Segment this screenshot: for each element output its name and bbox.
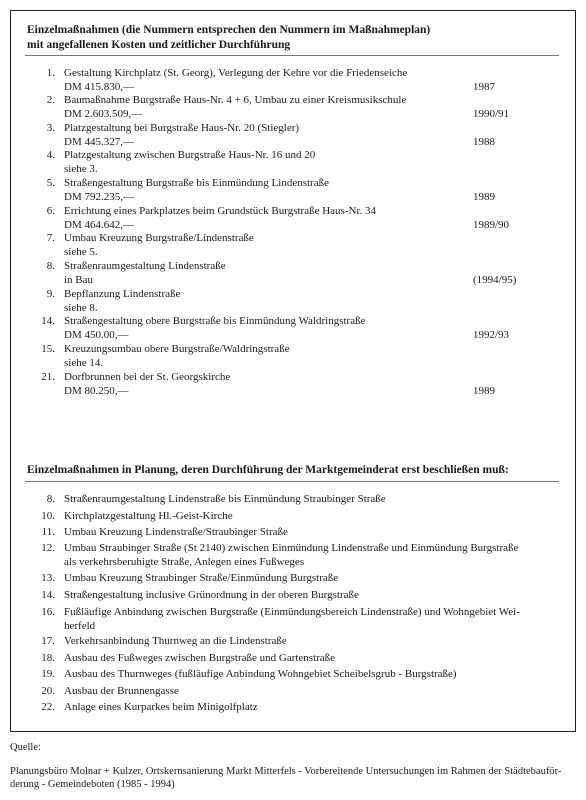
- item-number: 7.: [46, 232, 55, 244]
- item-number: 9.: [46, 288, 55, 300]
- source-citation: [10, 765, 580, 791]
- source-label: Quelle:: [10, 742, 41, 753]
- item-description: [64, 685, 554, 699]
- item-description: [64, 701, 554, 715]
- list-item: [11, 371, 571, 399]
- item-title: Kreuzungsumbau obere Burgstraße/Waldringstraße: [64, 343, 290, 355]
- item-description: [64, 288, 464, 315]
- item-title: Gestaltung Kirchplatz (St. Georg), Verlegung der Kehre vor die Friedenseiche: [64, 67, 408, 79]
- item-number: 14.: [41, 589, 55, 601]
- item-description: [64, 232, 464, 259]
- item-detail: in Bau: [64, 273, 94, 286]
- item-description: [64, 343, 464, 370]
- item-number: 6.: [46, 205, 55, 217]
- item-description: [64, 526, 554, 540]
- section1-heading-line2: mit angefallenen Kosten und zeitlicher Durchführung: [27, 39, 291, 51]
- item-detail: DM 80.250,—: [64, 384, 129, 397]
- source-line1: Planungsbüro Molnar + Kulzer, Ortskernsanierung Markt Mitterfels - Vorbereitende Untersuchungen im Rahmen der Städtebauför-: [10, 766, 562, 777]
- item-description: [64, 122, 464, 149]
- item-title: Fußläufige Anbindung zwischen Burgstraße (Einmündungsbereich Lindenstraße) und Wohngebiet Wei-: [64, 606, 520, 618]
- item-title: Straßenraumgestaltung Lindenstraße bis Einmündung Straubinger Straße: [64, 493, 386, 505]
- item-title: Anlage eines Kurparkes beim Minigolfplatz: [64, 701, 258, 713]
- section2-heading: Einzelmaßnahmen in Planung, deren Durchführung der Marktgemeinderat erst beschließen muß:: [27, 464, 509, 476]
- item-year: 1989/90: [473, 218, 510, 231]
- item-description: [64, 635, 554, 649]
- item-year: (1994/95): [473, 273, 517, 286]
- item-title: Baumaßnahme Burgstraße Haus-Nr. 4 + 6, Umbau zu einer Kreismusikschule: [64, 94, 407, 106]
- item-detail: als verkehrsberuhigte Straße, Anlegen eines Fußweges: [64, 555, 305, 568]
- list-item: [11, 149, 571, 177]
- item-detail: herfeld: [64, 619, 96, 632]
- document-frame: [10, 10, 576, 732]
- item-description: [64, 668, 554, 682]
- list-item: [11, 343, 571, 371]
- list-item: [11, 67, 571, 95]
- item-description: [64, 371, 464, 398]
- item-description: [64, 177, 464, 204]
- item-number: 13.: [41, 572, 55, 584]
- list-item: [11, 315, 571, 343]
- item-detail: siehe 8.: [64, 301, 98, 314]
- list-item: [11, 94, 571, 122]
- item-number: 8.: [46, 260, 55, 272]
- item-number: 3.: [46, 122, 55, 134]
- item-description: [64, 94, 464, 121]
- item-description: [64, 589, 554, 603]
- item-description: [64, 606, 554, 633]
- item-title: Ausbau des Thurnweges (fußläufige Anbindung Wohngebiet Scheibelsgrub - Burgstraße): [64, 668, 457, 680]
- item-description: [64, 67, 464, 94]
- list-item: [11, 177, 571, 205]
- list-item: [11, 205, 571, 233]
- item-number: 11.: [41, 526, 55, 538]
- item-number: 18.: [41, 652, 55, 664]
- item-title: Platzgestaltung bei Burgstraße Haus-Nr. 20 (Stiegler): [64, 122, 300, 134]
- item-number: 20.: [41, 685, 55, 697]
- item-title: Umbau Kreuzung Burgstraße/Lindenstraße: [64, 232, 254, 244]
- list-item: [11, 288, 571, 316]
- item-title: Umbau Straubinger Straße (St 2140) zwischen Einmündung Lindenstraße und Einmündung Burgstraße: [64, 542, 519, 554]
- item-year: 1990/91: [473, 107, 510, 120]
- item-detail: DM 792.235,—: [64, 190, 134, 203]
- item-description: [64, 315, 464, 342]
- item-detail: DM 445.327,—: [64, 135, 134, 148]
- item-year: 1992/93: [473, 328, 510, 341]
- item-year: 1988: [473, 135, 495, 148]
- item-number: 2.: [46, 94, 55, 106]
- item-title: Verkehrsanbindung Thurnweg an die Lindenstraße: [64, 635, 287, 647]
- item-title: Errichtung eines Parkplatzes beim Grundstück Burgstraße Haus-Nr. 34: [64, 205, 377, 217]
- item-description: [64, 493, 554, 507]
- item-year: 1989: [473, 384, 495, 397]
- item-number: 5.: [46, 177, 55, 189]
- item-title: Bepflanzung Lindenstraße: [64, 288, 181, 300]
- section1-divider: [25, 55, 559, 56]
- item-detail: DM 415.830,—: [64, 80, 134, 93]
- item-description: [64, 572, 554, 586]
- section2-divider: [25, 481, 559, 482]
- item-number: 4.: [46, 149, 55, 161]
- item-number: 16.: [41, 606, 55, 618]
- item-detail: DM 2.603.509,—: [64, 107, 143, 120]
- section1-heading: [27, 23, 547, 53]
- item-detail: siehe 5.: [64, 245, 98, 258]
- item-number: 12.: [41, 542, 55, 554]
- item-title: Straßengestaltung inclusive Grünordnung in der oberen Burgstraße: [64, 589, 359, 601]
- item-title: Umbau Kreuzung Straubinger Straße/Einmündung Burgstraße: [64, 572, 339, 584]
- item-number: 19.: [41, 668, 55, 680]
- item-number: 21.: [41, 371, 55, 383]
- item-number: 22.: [41, 701, 55, 713]
- item-year: 1989: [473, 190, 495, 203]
- item-number: 15.: [41, 343, 55, 355]
- item-year: 1987: [473, 80, 495, 93]
- item-description: [64, 510, 554, 524]
- item-description: [64, 542, 554, 569]
- item-number: 8.: [46, 493, 55, 505]
- item-title: Straßenraumgestaltung Lindenstraße: [64, 260, 226, 272]
- item-title: Ausbau der Brunnengasse: [64, 685, 179, 697]
- list-item: [11, 122, 571, 150]
- list-item: [11, 260, 571, 288]
- item-description: [64, 652, 554, 666]
- item-title: Dorfbrunnen bei der St. Georgskirche: [64, 371, 231, 383]
- source-line2: derung - Gemeindeboten (1985 - 1994): [10, 779, 175, 790]
- item-detail: siehe 3.: [64, 162, 98, 175]
- item-title: Umbau Kreuzung Lindenstraße/Straubinger Straße: [64, 526, 288, 538]
- item-title: Ausbau des Fußweges zwischen Burgstraße und Gartenstraße: [64, 652, 336, 664]
- item-description: [64, 205, 464, 232]
- item-title: Kirchplatzgestaltung Hl.-Geist-Kirche: [64, 510, 233, 522]
- list-item: [11, 232, 571, 260]
- item-title: Straßengestaltung obere Burgstraße bis Einmündung Waldringstraße: [64, 315, 366, 327]
- item-detail: siehe 14.: [64, 356, 104, 369]
- item-description: [64, 149, 464, 176]
- item-number: 1.: [46, 67, 55, 79]
- item-number: 17.: [41, 635, 55, 647]
- item-title: Platzgestaltung zwischen Burgstraße Haus-Nr. 16 und 20: [64, 149, 316, 161]
- item-description: [64, 260, 464, 287]
- item-number: 14.: [41, 315, 55, 327]
- item-number: 10.: [41, 510, 55, 522]
- section1-heading-line1: Einzelmaßnahmen (die Nummern entsprechen den Nummern im Maßnahmeplan): [27, 24, 431, 36]
- item-detail: DM 450.00,—: [64, 328, 129, 341]
- item-title: Straßengestaltung Burgstraße bis Einmündung Lindenstraße: [64, 177, 329, 189]
- item-detail: DM 464.642,—: [64, 218, 134, 231]
